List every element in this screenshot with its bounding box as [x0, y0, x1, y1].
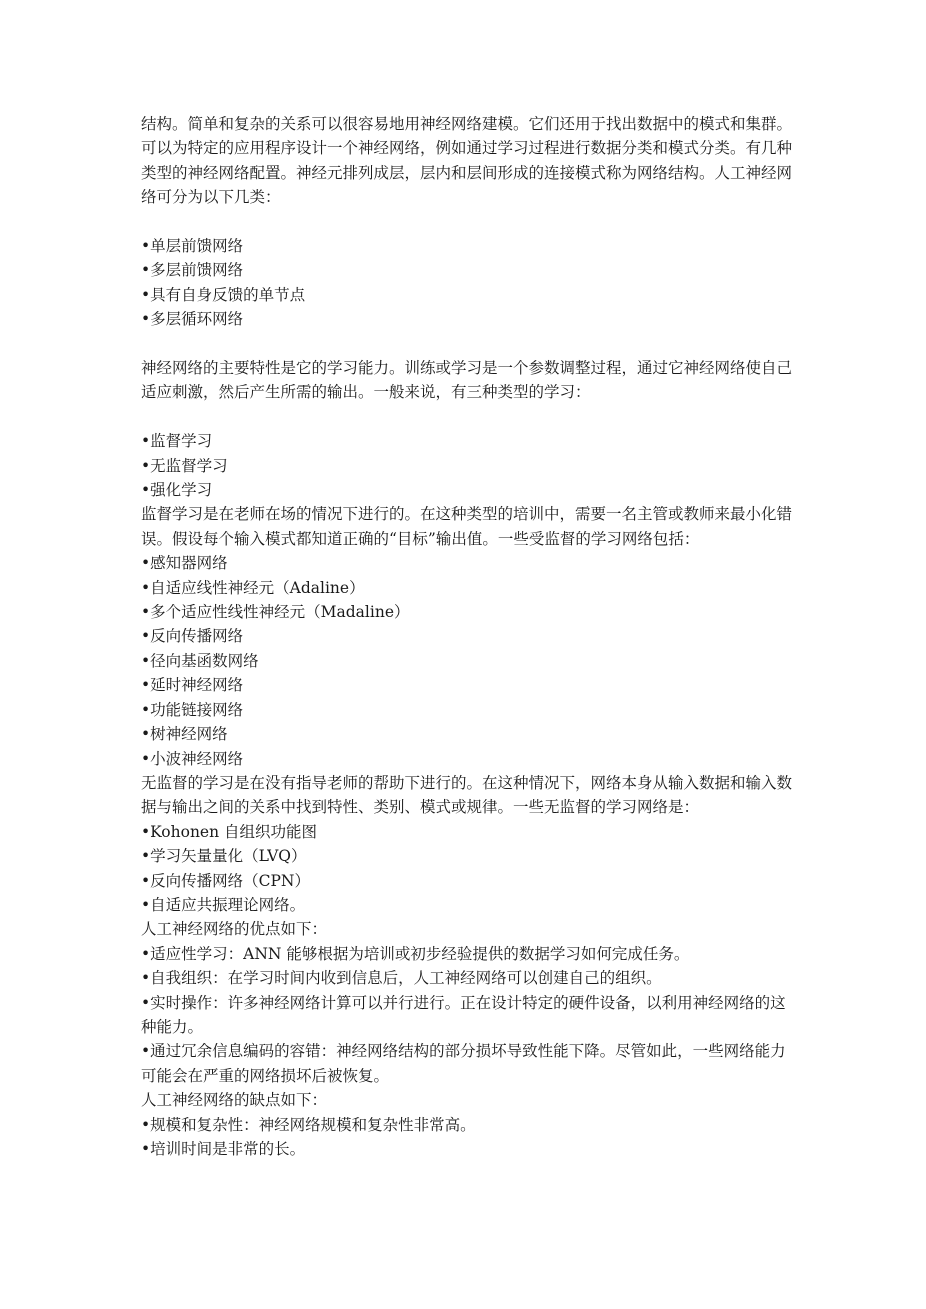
advantage-item: •自我组织：在学习时间内收到信息后，人工神经网络可以创建自己的组织。 [141, 969, 662, 988]
advantage-item: •实时操作：许多神经网络计算可以并行进行。正在设计特定的硬件设备，以利用神经网络的这种能力。 [141, 993, 786, 1036]
supervised-network-item: •功能链接网络 [141, 700, 244, 719]
unsupervised-network-item: •学习矢量量化（LVQ） [141, 847, 307, 866]
learning-type-item: •无监督学习 [141, 456, 228, 475]
unsupervised-network-item: •自适应共振理论网络。 [141, 895, 306, 914]
advantage-item: •适应性学习：ANN 能够根据为培训或初步经验提供的数据学习如何完成任务。 [141, 944, 690, 963]
network-type-item: •多层循环网络 [141, 310, 244, 329]
supervised-network-item: •感知器网络 [141, 554, 228, 573]
blank-line [141, 210, 796, 234]
blank-line [141, 405, 796, 429]
supervised-network-item: •小波神经网络 [141, 749, 244, 768]
supervised-network-item: •多个适应性线性神经元（Madaline） [141, 603, 410, 622]
intro-paragraph: 结构。简单和复杂的关系可以很容易地用神经网络建模。它们还用于找出数据中的模式和集群。可以为特定的应用程序设计一个神经网络，例如通过学习过程进行数据分类和模式分类。有几种类型的神经网络配置。神经元排列成层，层内和层间形成的连接模式称为网络结构。人工神经网络可分为以下几类： [141, 115, 793, 207]
advantages-heading: 人工神经网络的优点如下： [141, 920, 328, 939]
supervised-paragraph: 监督学习是在老师在场的情况下进行的。在这种类型的培训中，需要一名主管或教师来最小化错误。假设每个输入模式都知道正确的“目标”输出值。一些受监督的学习网络包括： [141, 505, 793, 548]
disadvantage-item: •规模和复杂性：神经网络规模和复杂性非常高。 [141, 1115, 476, 1134]
advantage-item: •通过冗余信息编码的容错：神经网络结构的部分损坏导致性能下降。尽管如此，一些网络能力可能会在严重的网络损坏后被恢复。 [141, 1042, 786, 1085]
unsupervised-network-item: •Kohonen 自组织功能图 [141, 822, 318, 841]
learning-type-item: •监督学习 [141, 432, 213, 451]
document-page [141, 112, 796, 1161]
disadvantages-heading: 人工神经网络的缺点如下： [141, 1091, 328, 1110]
supervised-network-item: •树神经网络 [141, 725, 228, 744]
supervised-network-item: •反向传播网络 [141, 627, 244, 646]
disadvantage-item: •培训时间是非常的长。 [141, 1140, 306, 1159]
supervised-network-item: •自适应线性神经元（Adaline） [141, 578, 365, 597]
network-type-item: •多层前馈网络 [141, 261, 244, 280]
supervised-network-item: •延时神经网络 [141, 676, 244, 695]
unsupervised-paragraph: 无监督的学习是在没有指导老师的帮助下进行的。在这种情况下，网络本身从输入数据和输入数据与输出之间的关系中找到特性、类别、模式或规律。一些无监督的学习网络是： [141, 773, 793, 817]
learning-paragraph: 神经网络的主要特性是它的学习能力。训练或学习是一个参数调整过程，通过它神经网络使自己适应刺激，然后产生所需的输出。一般来说，有三种类型的学习： [141, 359, 793, 402]
learning-type-item: •强化学习 [141, 481, 213, 500]
unsupervised-network-item: •反向传播网络（CPN） [141, 871, 310, 890]
network-type-item: •单层前馈网络 [141, 237, 244, 256]
network-type-item: •具有自身反馈的单节点 [141, 285, 306, 304]
supervised-network-item: •径向基函数网络 [141, 651, 259, 670]
blank-line [141, 332, 796, 356]
